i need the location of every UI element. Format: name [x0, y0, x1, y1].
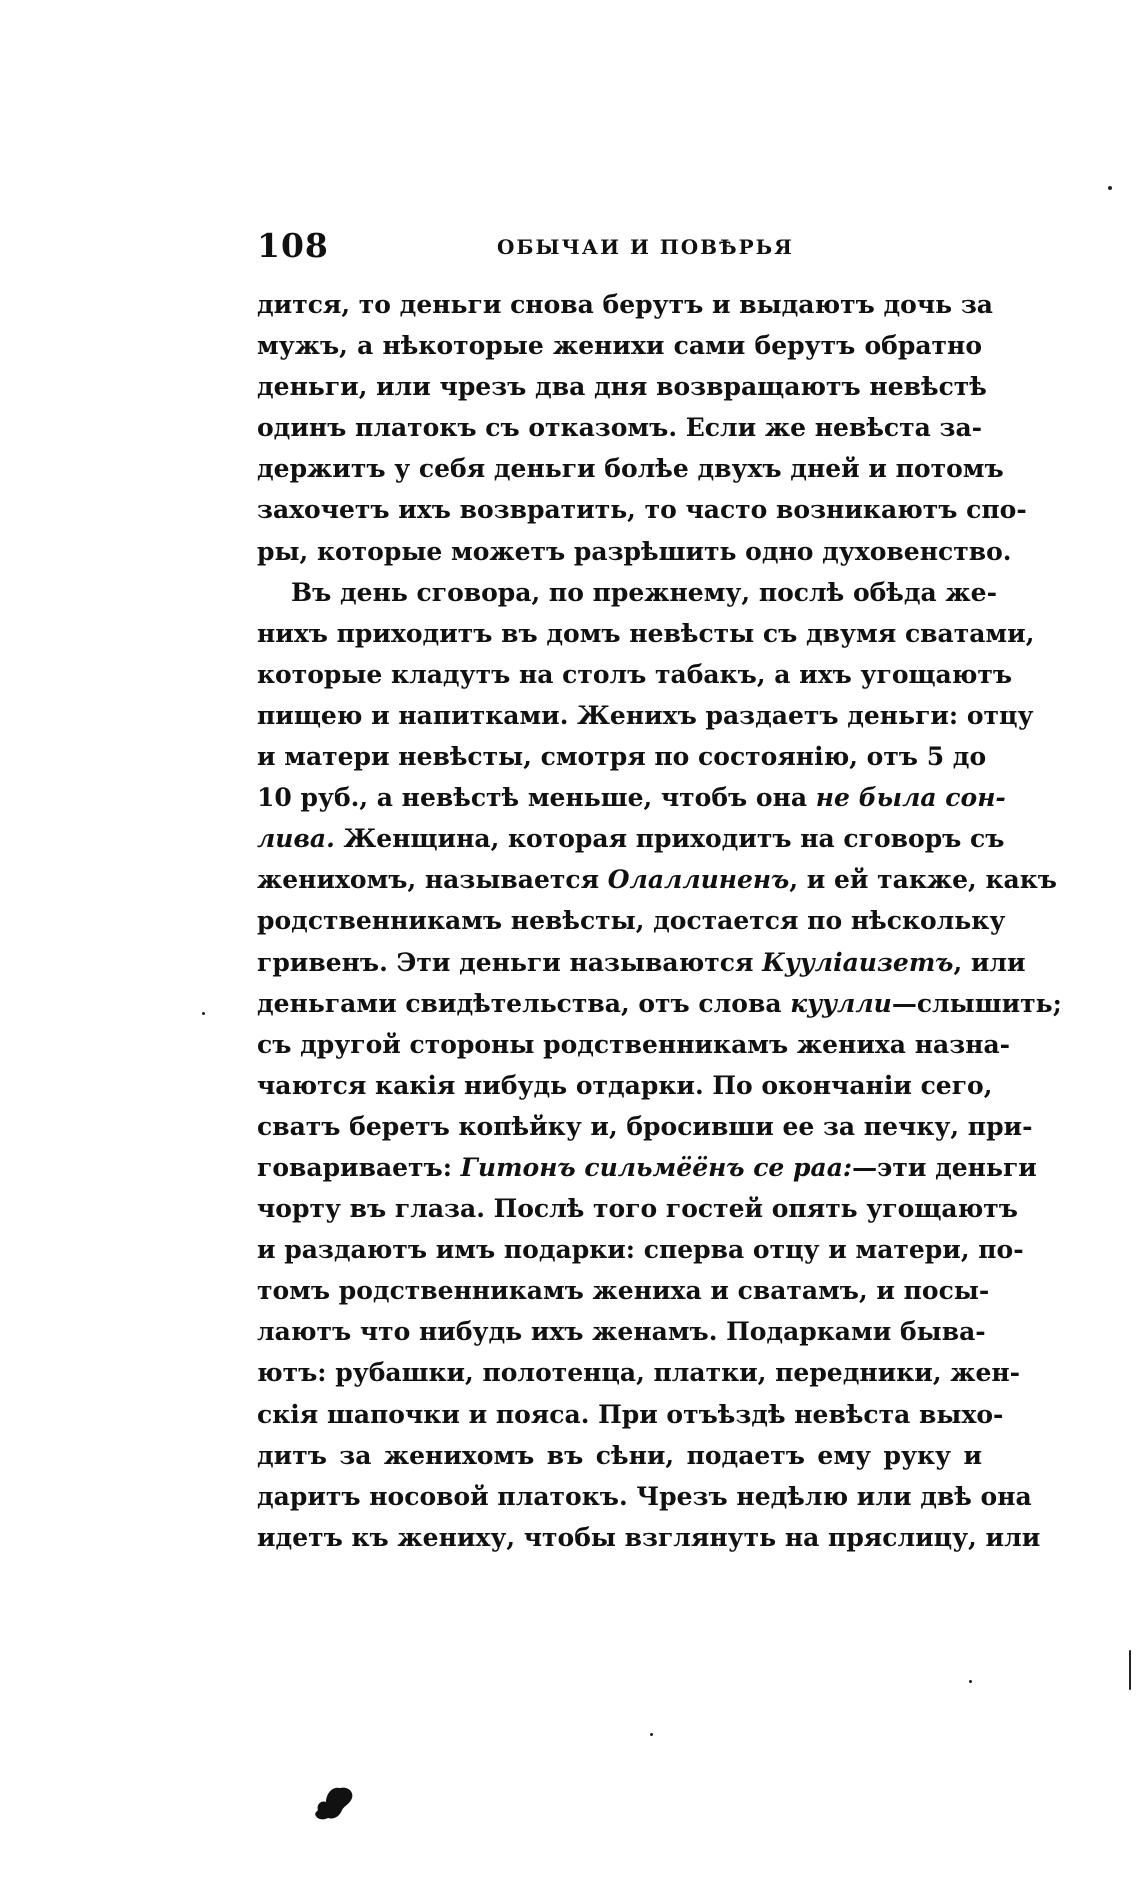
text-line: одинъ платокъ съ отказомъ. Если же невѣста за-: [257, 413, 983, 443]
page-number: 108: [257, 226, 329, 265]
text-line: держитъ у себя деньги болѣе двухъ дней и потомъ: [257, 454, 1004, 484]
ink-blot-icon: [312, 1780, 356, 1822]
text-line: чаются какія нибудь отдарки. По окончаніи сего,: [257, 1070, 993, 1100]
text-line: даритъ носовой платокъ. Чрезъ недѣлю или двѣ она: [257, 1481, 1032, 1511]
text-line: деньги, или чрезъ два дня возвращаютъ невѣстѣ: [257, 372, 987, 402]
text-line: говариваетъ: Гитонъ сильмёёнъ се раа:—эти деньги: [257, 1152, 1037, 1182]
text-line-paragraph-start: Въ день сговора, по прежнему, послѣ обѣда же-: [291, 577, 997, 607]
text-line: и раздаютъ имъ подарки: сперва отцу и матери, по-: [257, 1235, 1024, 1265]
scan-speck: [650, 1733, 653, 1736]
italic-phrase: лива.: [257, 824, 335, 854]
scan-speck: [1108, 186, 1112, 190]
scan-speck: [202, 1012, 205, 1015]
text-line: дится, то деньги снова берутъ и выдаютъ дочь за: [257, 290, 993, 319]
text-line: лива. Женщина, которая приходитъ на сговоръ съ: [257, 824, 1005, 854]
italic-phrase: не была сон-: [815, 783, 1006, 813]
italic-term: Кууліаизетъ: [762, 947, 954, 977]
text-line: родственникамъ невѣсты, достается по нѣскольку: [257, 906, 1006, 936]
text-line: мужъ, а нѣкоторые женихи сами берутъ обратно: [257, 331, 982, 361]
text-line: чорту въ глаза. Послѣ того гостей опять угощаютъ: [257, 1194, 1018, 1224]
scan-speck: [969, 1680, 972, 1683]
text-line: лаютъ что нибудь ихъ женамъ. Подарками быва-: [257, 1317, 986, 1347]
text-line: женихомъ, называется Олаллиненъ, и ей также, какъ: [257, 865, 1057, 895]
running-head: ОБЫЧАИ И ПОВѢРЬЯ: [497, 235, 794, 259]
text-line: захочетъ ихъ возвратить, то часто возникаютъ спо-: [257, 495, 1027, 525]
page-header: [257, 228, 982, 264]
text-line: гривенъ. Эти деньги называются Кууліаизетъ, или: [257, 947, 1026, 977]
text-line: скія шапочки и пояса. При отъѣздѣ невѣста выхо-: [257, 1399, 1004, 1429]
text-line: съ другой стороны родственникамъ жениха назна-: [257, 1029, 1011, 1059]
text-line: пищею и напитками. Женихъ раздаетъ деньги: отцу: [257, 700, 1034, 730]
text-line: дитъ за женихомъ въ сѣни, подаетъ ему руку и: [257, 1440, 982, 1470]
text-line: нихъ приходитъ въ домъ невѣсты съ двумя сватами,: [257, 618, 1035, 648]
body-text: [257, 284, 1062, 1558]
text-line: сватъ беретъ копѣйку и, бросивши ее за печку, при-: [257, 1111, 1033, 1141]
italic-term: куулли: [790, 988, 892, 1018]
scan-speck: [1129, 1650, 1131, 1690]
text-line: и матери невѣсты, смотря по состоянію, отъ 5 до: [257, 742, 987, 772]
text-line: ры, которые можетъ разрѣшить одно духовенство.: [257, 536, 1012, 566]
text-line: идетъ къ жениху, чтобы взглянуть на пряслицу, или: [257, 1522, 1041, 1552]
text-line: деньгами свидѣтельства, отъ слова куулли—слышить;: [257, 988, 1062, 1018]
italic-phrase: Гитонъ сильмёёнъ се раа:: [460, 1152, 853, 1182]
text-line: томъ родственникамъ жениха и сватамъ, и посы-: [257, 1276, 990, 1306]
text-line: ютъ: рубашки, полотенца, платки, передники, жен-: [257, 1358, 1021, 1388]
text-line: 10 руб., а невѣстѣ меньше, чтобъ она не была сон-: [257, 783, 1006, 813]
italic-term: Олаллиненъ: [607, 865, 790, 895]
text-line: которые кладутъ на столъ табакъ, а ихъ угощаютъ: [257, 659, 1013, 689]
